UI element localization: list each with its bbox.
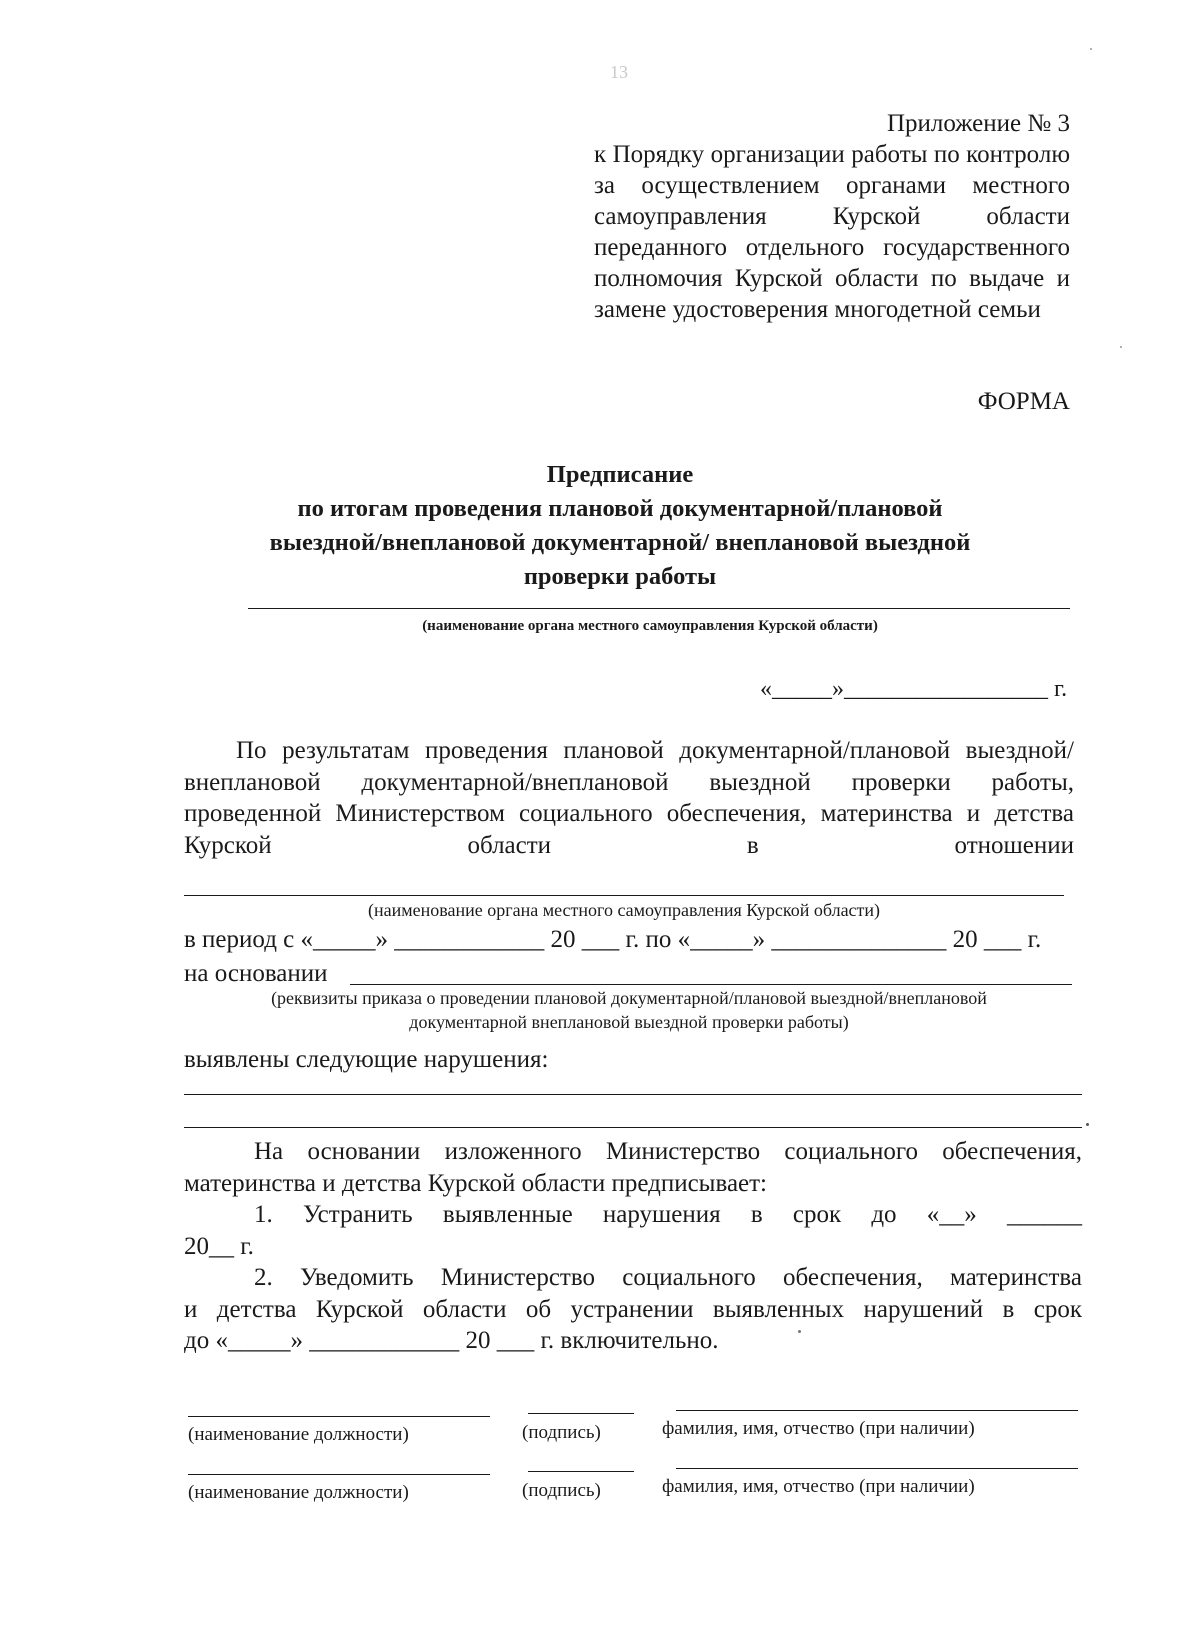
document-title [180, 458, 1060, 594]
item-2-line-3: до «_____» ____________ 20 ___ г. включительно. [184, 1327, 719, 1354]
sig-position-caption-2: (наименование должности) [188, 1482, 409, 1503]
title-line-2: по итогам проведения плановой документарной/плановой [297, 495, 943, 522]
appendix-text: к Порядку организации работы по контролю за осуществлением органами местного самоуправления Курской области переданного отдельного государственного полномочия Курской области по выдаче и замене удостоверения многодетной семьи [594, 141, 1070, 323]
sig-name-line-1 [676, 1410, 1078, 1411]
basis-caption [184, 986, 1074, 1034]
sig-name-line-2 [676, 1468, 1078, 1469]
basis-line [350, 984, 1072, 985]
scan-speck-3 [798, 1330, 801, 1333]
item-1-line-1: 1. Устранить выявленные нарушения в срок до «__» ______ [254, 1201, 1082, 1228]
org-name-line-2 [184, 895, 1064, 896]
org-name-caption-2: (наименование органа местного самоуправления Курской области) [367, 900, 881, 920]
inspection-paragraph: По результатам проведения плановой документарной/плановой выездной/внеплановой документарной/внеплановой выездной проверки работы, проведенной Министерством социального обеспечения, материнства и детства Курской области в отношении [184, 737, 1074, 859]
title-line-3: выездной/внеплановой документарной/ внеплановой выездной [269, 529, 971, 556]
period-row: в период с «_____» ____________ 20 ___ г. по «_____» ______________ 20 ___ г. [184, 926, 1042, 953]
item-2-line-1: 2. Уведомить Министерство социального обеспечения, материнства [254, 1264, 1082, 1291]
violations-line-2 [184, 1127, 1082, 1128]
basis-caption-line-2: документарной внеплановой выездной проверки работы) [409, 1012, 849, 1032]
appendix-block [594, 108, 1070, 325]
form-label: ФОРМА [977, 388, 1070, 415]
appendix-title: Приложение № 3 [886, 110, 1070, 137]
violations-period [1086, 1123, 1089, 1126]
item-2-line-2: и детства Курской области об устранении выявленных нарушений в срок [184, 1295, 1082, 1323]
scan-speck-2 [1120, 346, 1122, 348]
sig-name-caption-1: фамилия, имя, отчество (при наличии) [662, 1418, 975, 1439]
prescribe-line-2: материнства и детства Курской области предписывает: [184, 1169, 768, 1197]
org-name-line [248, 608, 1070, 609]
prescription-block [184, 1136, 1082, 1357]
sig-signature-caption-1: (подпись) [522, 1422, 601, 1443]
sig-name-caption-2: фамилия, имя, отчество (при наличии) [662, 1476, 975, 1497]
basis-label: на основании [184, 960, 328, 987]
violations-label: выявлены следующие нарушения: [184, 1046, 549, 1073]
org-name-caption: (наименование органа местного самоуправления Курской области) [422, 618, 878, 634]
sig-signature-line-1 [528, 1413, 634, 1414]
prescribe-line-1: На основании изложенного Министерство социального обеспечения, [254, 1138, 1082, 1165]
date-field: «_____»_________________ г. [760, 676, 1068, 702]
scan-speck-1 [1090, 48, 1092, 50]
sig-position-line-2 [188, 1474, 490, 1475]
item-1-line-2: 20__ г. [184, 1232, 254, 1260]
sig-signature-line-2 [528, 1471, 634, 1472]
sig-position-line-1 [188, 1416, 490, 1417]
page-number: 13 [610, 62, 628, 82]
sig-signature-caption-2: (подпись) [522, 1480, 601, 1501]
title-line-4: проверки работы [523, 563, 717, 590]
sig-position-caption-1: (наименование должности) [188, 1424, 409, 1445]
violations-line-1 [184, 1094, 1082, 1095]
title-line-1: Предписание [546, 461, 694, 488]
basis-caption-line-1: (реквизиты приказа о проведении плановой документарной/плановой выездной/внеплановой [271, 988, 987, 1008]
